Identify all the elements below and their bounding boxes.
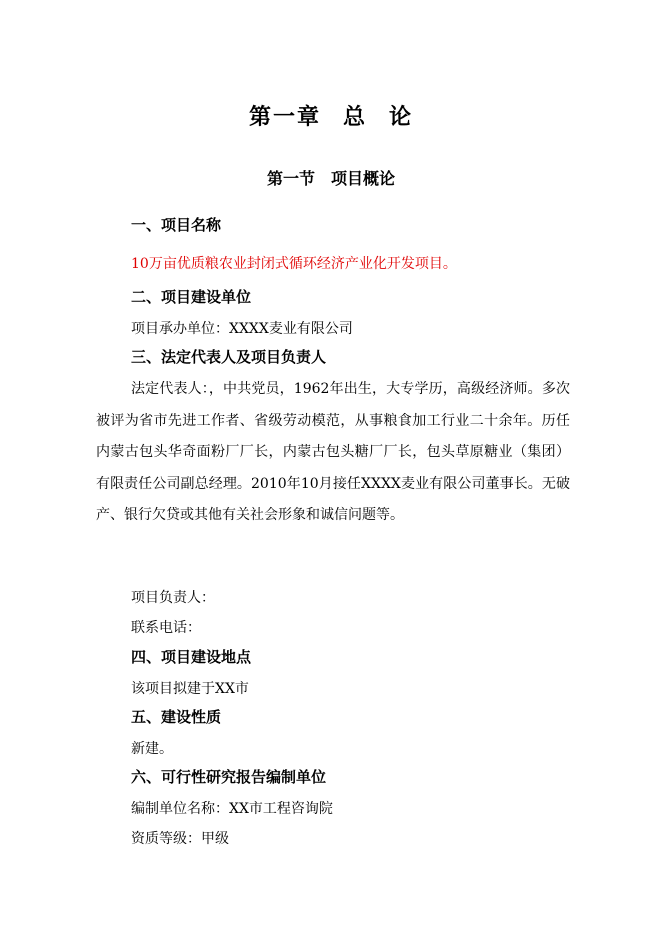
chapter-title bbox=[0, 100, 662, 131]
chapter-number: 第一章 bbox=[248, 104, 321, 130]
heading-construction-nature: 五、建设性质 bbox=[131, 708, 222, 726]
chapter-word-2: 论 bbox=[389, 104, 414, 130]
project-name-text: 10万亩优质粮农业封闭式循环经济产业化开发项目。 bbox=[131, 256, 457, 272]
undertaker-text: 项目承办单位：XXXX麦业有限公司 bbox=[131, 321, 353, 337]
heading-project-name: 一、项目名称 bbox=[131, 216, 222, 234]
nature-text: 新建。 bbox=[131, 741, 173, 757]
heading-construction-unit: 二、项目建设单位 bbox=[131, 288, 252, 306]
project-leader-text: 项目负责人： bbox=[131, 590, 215, 606]
section-name: 项目概论 bbox=[331, 169, 396, 188]
location-text: 该项目拟建于XX市 bbox=[131, 681, 249, 697]
section-title bbox=[0, 166, 662, 189]
qualification-text: 资质等级：甲级 bbox=[131, 831, 229, 847]
contact-phone-text: 联系电话： bbox=[131, 620, 201, 636]
section-number: 第一节 bbox=[266, 169, 315, 188]
legal-rep-paragraph: 法定代表人：，中共党员，1962年出生，大专学历，高级经济师。多次被评为省市先进工作者、省级劳动模范，从事粮食加工行业二十余年。历任内蒙古包头华奇面粉厂厂长，内蒙古包头糖厂厂长，包头草原糖业（集团）有限责任公司副总经理。2010年10月接任XXXX麦业有限公司董事长。无破产、银行欠贷或其他有关社会形象和诚信问题等。 bbox=[96, 381, 570, 524]
heading-feasibility-compiler: 六、可行性研究报告编制单位 bbox=[131, 768, 327, 786]
compiler-text: 编制单位名称：XX市工程咨询院 bbox=[131, 801, 333, 817]
chapter-word-1: 总 bbox=[342, 104, 367, 130]
heading-legal-representative: 三、法定代表人及项目负责人 bbox=[131, 348, 327, 366]
heading-construction-site: 四、项目建设地点 bbox=[131, 648, 252, 666]
